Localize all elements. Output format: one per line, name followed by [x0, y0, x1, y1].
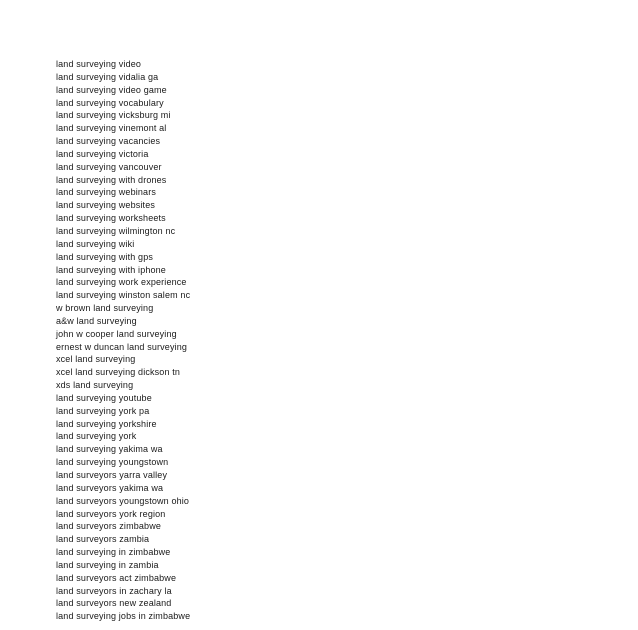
- list-item: land surveyors in zachary la: [56, 585, 172, 596]
- list-item: land surveying wilmington nc: [56, 225, 176, 236]
- list-item: w brown land surveying: [56, 303, 154, 314]
- list-item: ernest w duncan land surveying: [56, 341, 188, 352]
- list-item: land surveying video: [56, 59, 142, 69]
- list-item: land surveying yorkshire: [56, 418, 157, 429]
- list-item: land surveying video game: [56, 84, 167, 95]
- list-item: land surveying vidalia ga: [56, 71, 159, 82]
- list-item: land surveying york pa: [56, 405, 150, 416]
- list-item: xcel land surveying dickson tn: [56, 367, 181, 378]
- list-item: land surveying york: [56, 431, 137, 442]
- list-item: land surveyors zimbabwe: [56, 521, 161, 532]
- list-item: land surveying winston salem nc: [56, 290, 191, 301]
- list-item: land surveyors youngstown ohio: [56, 495, 190, 506]
- keyword-list: [56, 58, 190, 623]
- list-item: a&w land surveying: [56, 315, 137, 326]
- list-item: land surveying vocabulary: [56, 97, 164, 108]
- list-item: land surveyors yakima wa: [56, 482, 164, 493]
- list-item: land surveyors york region: [56, 508, 166, 519]
- list-item: john w cooper land surveying: [56, 328, 177, 339]
- list-item: land surveying vinemont al: [56, 123, 167, 134]
- list-item: land surveying webinars: [56, 187, 157, 198]
- list-item: land surveying jobs in zimbabwe: [56, 611, 191, 622]
- list-item: xds land surveying: [56, 380, 134, 391]
- list-item: land surveying yakima wa: [56, 444, 163, 455]
- list-item: land surveyors act zimbabwe: [56, 572, 177, 583]
- list-item: land surveyors yarra valley: [56, 470, 168, 480]
- list-item: land surveying vicksburg mi: [56, 110, 171, 121]
- list-item: land surveying victoria: [56, 148, 149, 159]
- list-item: land surveying in zambia: [56, 559, 159, 570]
- list-item: land surveying youtube: [56, 392, 152, 403]
- list-item: land surveying wiki: [56, 238, 135, 249]
- list-item: land surveyors new zealand: [56, 598, 172, 609]
- list-item: land surveying with iphone: [56, 264, 166, 275]
- list-item: land surveying youngstown: [56, 457, 169, 468]
- list-item: land surveying worksheets: [56, 213, 166, 224]
- list-item: land surveyors zambia: [56, 534, 150, 545]
- list-item: land surveying vacancies: [56, 136, 161, 147]
- list-item: land surveying with gps: [56, 251, 154, 262]
- list-item: land surveying in zimbabwe: [56, 547, 171, 558]
- list-item: land surveying websites: [56, 200, 156, 211]
- list-item: land surveying work experience: [56, 277, 187, 288]
- list-item: land surveying vancouver: [56, 161, 162, 172]
- list-item: land surveying with drones: [56, 174, 167, 185]
- list-item: xcel land surveying: [56, 354, 136, 365]
